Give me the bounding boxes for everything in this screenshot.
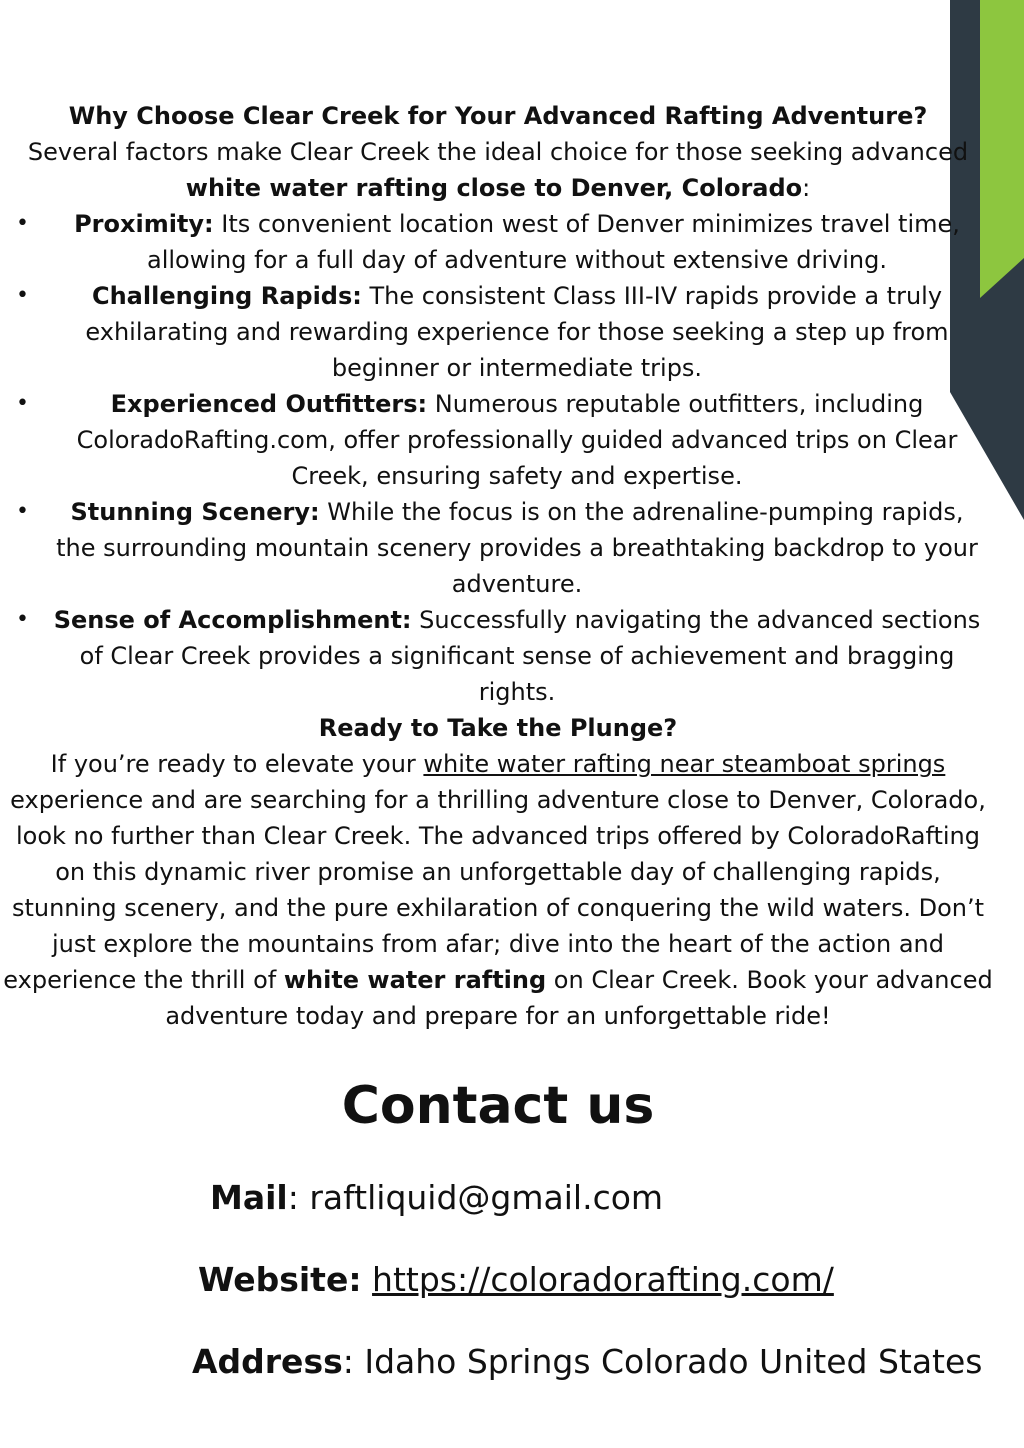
mail-value[interactable]: raftliquid@gmail.com [309, 1178, 664, 1217]
website-link[interactable]: https://coloradorafting.com/ [372, 1260, 834, 1299]
bullet-title: Experienced Outfitters: [110, 390, 428, 418]
bullet-text: Successfully navigating the advanced sections of Clear Creek provides a significant sense of achievement and bragging rights. [79, 606, 981, 706]
bullet-icon: • [16, 211, 29, 236]
contact-address: Address: Idaho Springs Colorado United States [192, 1342, 983, 1381]
contact-website [198, 1258, 834, 1302]
bullet-icon: • [16, 499, 29, 524]
contact-mail: Mail: raftliquid@gmail.com [210, 1178, 664, 1217]
bullet-title: Proximity: [74, 210, 214, 238]
intro-bold-phrase: white water rafting close to Denver, Colorado [185, 174, 803, 202]
bullet-text: Numerous reputable outfitters, including ColoradoRafting.com, offer professionally guided advanced trips on Clear Creek, ensuring safety and expertise. [76, 390, 958, 490]
bullet-title: Stunning Scenery: [70, 498, 320, 526]
mail-label: Mail [210, 1178, 288, 1217]
bullet-icon: • [16, 283, 29, 308]
list-item [0, 206, 996, 278]
bullet-icon: • [16, 391, 29, 416]
bullet-icon: • [16, 607, 29, 632]
article-body [0, 98, 996, 1034]
why-intro: Several factors make Clear Creek the ideal choice for those seeking advanced white water rafting close to Denver, Colorado: [27, 138, 969, 202]
steamboat-link[interactable]: white water rafting near steamboat springs [423, 750, 946, 778]
bullet-title: Sense of Accomplishment: [53, 606, 412, 634]
bullet-text: Its convenient location west of Denver minimizes travel time, allowing for a full day of adventure without extensive driving. [147, 210, 960, 274]
plunge-bold-phrase: white water rafting [283, 966, 547, 994]
plunge-heading: Ready to Take the Plunge? [318, 714, 678, 742]
website-label: Website: [198, 1260, 362, 1299]
contact-title: Contact us [341, 1076, 655, 1136]
reasons-list [0, 206, 996, 710]
list-item [0, 278, 996, 386]
address-value: Idaho Springs Colorado United States [364, 1342, 983, 1381]
why-heading: Why Choose Clear Creek for Your Advanced Rafting Adventure? [68, 102, 928, 130]
bullet-text: The consistent Class III-IV rapids provide a truly exhilarating and rewarding experience for those seeking a step up from beginner or intermediate trips. [85, 282, 949, 382]
bullet-text: While the focus is on the adrenaline-pumping rapids, the surrounding mountain scenery provides a breathtaking backdrop to your adventure. [56, 498, 978, 598]
list-item [0, 602, 996, 710]
address-label: Address [192, 1342, 343, 1381]
list-item [0, 494, 996, 602]
list-item [0, 386, 996, 494]
plunge-paragraph: If you’re ready to elevate your white water rafting near steamboat springs experience and are searching for a thrilling adventure close to Denver, Colorado, look no further than Clear Creek. The advanced trips offered by ColoradoRafting on this dynamic river promise an unforgettable day of challenging rapids, stunning scenery, and the pure exhilaration of conquering the wild waters. Don’t just explore the mountains from afar; dive into the heart of the action and experience the thrill of white water rafting on Clear Creek. Book your advanced adventure today and prepare for an unforgettable ride! [3, 750, 993, 1030]
bullet-title: Challenging Rapids: [91, 282, 362, 310]
